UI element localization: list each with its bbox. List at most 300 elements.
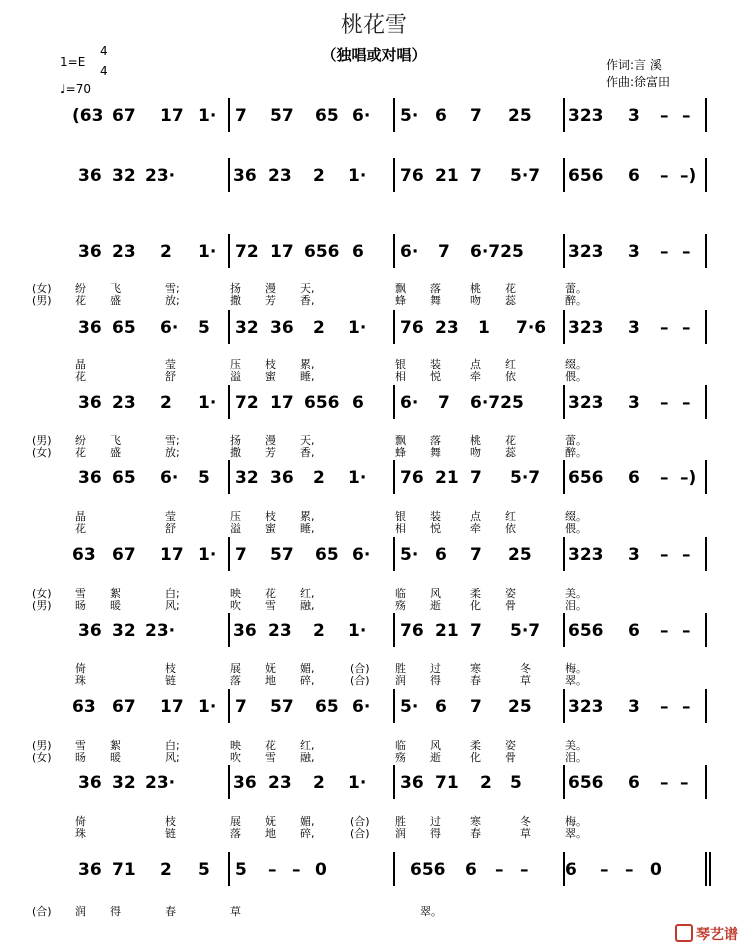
lyric-word: 溢 — [230, 522, 241, 535]
note-group: – — [660, 697, 669, 717]
note-group: 7 — [470, 106, 482, 126]
note-group: 6 — [352, 242, 364, 262]
lyric-word: 妩 — [265, 815, 276, 828]
note-group: 2 — [160, 860, 172, 880]
lyric-word: 蜂 — [395, 446, 406, 459]
note-group: – — [660, 468, 669, 488]
key-signature: 1=E — [60, 55, 86, 69]
note-group: – — [292, 860, 301, 880]
lyric-word: 倚 — [75, 662, 86, 675]
bar-line — [705, 460, 707, 494]
lyric-word: 舒 — [165, 522, 176, 535]
lyric-word: 扬 — [230, 282, 241, 295]
bar-line — [393, 460, 395, 494]
lyric-word: 润 — [395, 827, 406, 840]
bar-line — [393, 613, 395, 647]
bar-line — [393, 310, 395, 344]
note-group: 6· — [160, 468, 179, 488]
lyric-word: 累, — [300, 510, 315, 523]
lyric-word: 临 — [395, 739, 406, 752]
bar-line — [705, 234, 707, 268]
lyric-word: (合) — [350, 674, 370, 687]
note-group: 23 — [268, 621, 292, 641]
bar-line — [705, 158, 707, 192]
lyric-word: 蜂 — [395, 294, 406, 307]
note-group: 323 — [568, 318, 604, 338]
lyric-word: 飞 — [110, 434, 121, 447]
note-group: 323 — [568, 242, 604, 262]
note-group: 0 — [650, 860, 662, 880]
note-group: 17 — [270, 242, 294, 262]
note-group: 1 — [478, 318, 490, 338]
lyric-word: 春 — [165, 905, 176, 918]
lyric-word: 花 — [75, 294, 86, 307]
lyric-word: 舒 — [165, 370, 176, 383]
bar-line — [393, 385, 395, 419]
note-group: – — [660, 318, 669, 338]
notation-row — [0, 468, 748, 508]
lyric-word: 过 — [430, 815, 441, 828]
note-group: 2 — [480, 773, 492, 793]
lyric-word: 缀。 — [565, 510, 587, 523]
note-group: 3 — [628, 697, 640, 717]
lyric-word: 撒 — [230, 446, 241, 459]
note-group: 36 — [78, 166, 102, 186]
note-group: 76 — [400, 166, 424, 186]
voice-label: (女) — [32, 446, 52, 459]
lyric-word: 枝 — [165, 815, 176, 828]
lyric-line — [0, 292, 748, 306]
bar-line — [393, 689, 395, 723]
lyric-word: 花 — [505, 434, 516, 447]
lyric-word: 天, — [300, 282, 315, 295]
lyric-line — [0, 368, 748, 382]
note-group: 6 — [628, 166, 640, 186]
lyric-word: 过 — [430, 662, 441, 675]
note-group: 6· — [400, 242, 419, 262]
note-group: 6· — [160, 318, 179, 338]
lyric-word: 天, — [300, 434, 315, 447]
logo-text: 琴艺谱 — [696, 927, 738, 943]
lyric-word: 润 — [75, 905, 86, 918]
note-group: 323 — [568, 697, 604, 717]
lyric-word: 得 — [110, 905, 121, 918]
note-group: – — [600, 860, 609, 880]
note-group: 65 — [112, 468, 136, 488]
note-group: – — [682, 393, 691, 413]
lyric-word: 缀。 — [565, 358, 587, 371]
lyric-word: 逝 — [430, 751, 441, 764]
lyric-word: 美。 — [565, 739, 587, 752]
lyric-word: 风 — [430, 587, 441, 600]
lyric-word: 媚, — [300, 662, 315, 675]
note-group: – — [682, 697, 691, 717]
lyric-word: 红 — [505, 510, 516, 523]
note-group: 0 — [315, 860, 327, 880]
lyric-word: 醉。 — [565, 446, 587, 459]
note-group: 2 — [160, 242, 172, 262]
notation-row — [0, 545, 748, 585]
bar-line — [563, 613, 565, 647]
bar-line — [563, 765, 565, 799]
lyric-word: 殇 — [395, 751, 406, 764]
notation-row — [0, 860, 748, 900]
note-group: 656 — [304, 242, 340, 262]
note-group: 76 — [400, 318, 424, 338]
note-group: 6· — [352, 106, 371, 126]
notation-row — [0, 621, 748, 661]
note-group: 1· — [348, 773, 367, 793]
note-group: – — [625, 860, 634, 880]
lyric-word: 银 — [395, 510, 406, 523]
note-group: 5·7 — [510, 166, 541, 186]
bar-line — [228, 310, 230, 344]
note-group: 2 — [313, 773, 325, 793]
site-logo — [675, 924, 738, 944]
note-group: 2 — [160, 393, 172, 413]
lyric-word: 晶 — [75, 510, 86, 523]
note-group: – — [660, 393, 669, 413]
lyric-word: 碎, — [300, 827, 315, 840]
note-group: 6 — [435, 106, 447, 126]
note-group: 6 — [628, 621, 640, 641]
lyric-word: 暖 — [110, 599, 121, 612]
voice-label: (男) — [32, 294, 52, 307]
note-group: 5· — [400, 545, 419, 565]
note-group: 32 — [112, 621, 136, 641]
note-group: 7 — [235, 697, 247, 717]
lyric-word: 舞 — [430, 446, 441, 459]
lyric-word: 飞 — [110, 282, 121, 295]
lyric-word: 红, — [300, 739, 315, 752]
note-group: 1· — [198, 106, 217, 126]
lyric-word: 花 — [75, 370, 86, 383]
voice-label: (男) — [32, 434, 52, 447]
notation-row — [0, 166, 748, 206]
lyric-word: 吹 — [230, 599, 241, 612]
lyric-word: 地 — [265, 674, 276, 687]
note-group: 71 — [435, 773, 459, 793]
bar-line — [228, 158, 230, 192]
lyric-word: 蕾。 — [565, 434, 587, 447]
lyric-word: 吹 — [230, 751, 241, 764]
lyric-word: 红, — [300, 587, 315, 600]
note-group: 3 — [628, 545, 640, 565]
bar-line — [705, 689, 707, 723]
lyric-word: 寒 — [470, 662, 481, 675]
lyric-word: 风; — [165, 599, 180, 612]
lyric-word: 放; — [165, 446, 180, 459]
note-group: 3 — [628, 318, 640, 338]
note-group: 32 — [235, 468, 259, 488]
note-group: 1· — [348, 621, 367, 641]
lyric-word: 悦 — [430, 522, 441, 535]
bar-line — [705, 852, 707, 886]
bar-line — [563, 852, 565, 886]
lyric-line — [0, 520, 748, 534]
note-group: – — [680, 773, 689, 793]
bar-line — [228, 460, 230, 494]
note-group: 323 — [568, 106, 604, 126]
lyric-word: 润 — [395, 674, 406, 687]
lyric-word: 点 — [470, 358, 481, 371]
lyric-word: 白; — [165, 739, 180, 752]
note-group: 5 — [198, 318, 210, 338]
lyric-word: 压 — [230, 510, 241, 523]
note-group: 656 — [568, 621, 604, 641]
lyric-word: 殇 — [395, 599, 406, 612]
lyric-line — [0, 597, 748, 611]
lyric-word: 展 — [230, 662, 241, 675]
lyric-word: 碎, — [300, 674, 315, 687]
lyric-word: 漫 — [265, 282, 276, 295]
lyric-word: 落 — [430, 434, 441, 447]
lyric-word: 翠。 — [565, 827, 587, 840]
lyric-word: 珠 — [75, 827, 86, 840]
note-group: 32 — [235, 318, 259, 338]
bar-line — [393, 98, 395, 132]
lyric-word: 风; — [165, 751, 180, 764]
note-group: 5 — [510, 773, 522, 793]
lyric-word: 牵 — [470, 522, 481, 535]
lyric-word: 地 — [265, 827, 276, 840]
lyric-word: 盛 — [110, 446, 121, 459]
bar-line — [228, 537, 230, 571]
lyric-word: 融, — [300, 599, 315, 612]
note-group: 1· — [198, 697, 217, 717]
bar-line — [563, 537, 565, 571]
lyric-word: 姿 — [505, 739, 516, 752]
note-group: 23· — [145, 621, 176, 641]
note-group: – — [660, 621, 669, 641]
note-group: 23 — [112, 242, 136, 262]
note-group: 23 — [112, 393, 136, 413]
lyric-line — [0, 672, 748, 686]
lyric-word: 牵 — [470, 370, 481, 383]
lyric-word: 化 — [470, 599, 481, 612]
note-group: 21 — [435, 468, 459, 488]
bar-line — [705, 310, 707, 344]
lyric-word: 雪 — [75, 587, 86, 600]
bar-line — [563, 234, 565, 268]
bar-line — [563, 158, 565, 192]
note-group: 76 — [400, 621, 424, 641]
voice-label: (女) — [32, 751, 52, 764]
lyric-word: 落 — [230, 674, 241, 687]
lyric-word: 吻 — [470, 446, 481, 459]
lyric-word: 点 — [470, 510, 481, 523]
bar-line — [705, 613, 707, 647]
lyric-word: 白; — [165, 587, 180, 600]
lyric-word: 雪 — [75, 739, 86, 752]
note-group: – — [660, 545, 669, 565]
lyric-word: 映 — [230, 739, 241, 752]
lyric-word: 枝 — [265, 358, 276, 371]
note-group: – — [660, 242, 669, 262]
lyric-word: 雪; — [165, 434, 180, 447]
lyric-word: 妩 — [265, 662, 276, 675]
note-group: 23· — [145, 773, 176, 793]
lyric-word: 梅。 — [565, 815, 587, 828]
note-group: 2 — [313, 468, 325, 488]
note-group: 3 — [628, 242, 640, 262]
bar-line — [563, 385, 565, 419]
lyric-word: 倚 — [75, 815, 86, 828]
notation-row — [0, 393, 748, 433]
lyric-word: 春 — [470, 674, 481, 687]
lyric-word: 美。 — [565, 587, 587, 600]
note-group: 7 — [470, 166, 482, 186]
lyric-word: 蜜 — [265, 370, 276, 383]
lyric-word: 桃 — [470, 434, 481, 447]
note-group: 65 — [315, 106, 339, 126]
note-group: 1· — [348, 166, 367, 186]
lyric-word: 蕊 — [505, 294, 516, 307]
lyric-word: 落 — [230, 827, 241, 840]
note-group: 6 — [435, 697, 447, 717]
note-group: 23 — [268, 773, 292, 793]
note-group: 63 — [72, 697, 96, 717]
bar-line — [705, 537, 707, 571]
lyric-word: 翠。 — [420, 905, 442, 918]
note-group: 21 — [435, 166, 459, 186]
note-group: 57 — [270, 106, 294, 126]
bar-line — [393, 158, 395, 192]
bar-line — [563, 689, 565, 723]
lyric-word: 姿 — [505, 587, 516, 600]
note-group: – — [660, 773, 669, 793]
note-group: 656 — [304, 393, 340, 413]
note-group: 656 — [410, 860, 446, 880]
note-group: 6· — [352, 545, 371, 565]
lyric-word: 芳 — [265, 294, 276, 307]
notation-row — [0, 242, 748, 282]
note-group: 323 — [568, 393, 604, 413]
note-group: 65 — [112, 318, 136, 338]
bar-line — [705, 98, 707, 132]
note-group: 36 — [233, 166, 257, 186]
note-group: 17 — [160, 697, 184, 717]
lyric-word: 纷 — [75, 434, 86, 447]
note-group: 7 — [470, 697, 482, 717]
note-group: 6 — [465, 860, 477, 880]
lyric-word: 撒 — [230, 294, 241, 307]
bar-line — [705, 385, 707, 419]
note-group: 7 — [235, 106, 247, 126]
notation-row — [0, 773, 748, 813]
bar-line — [563, 460, 565, 494]
lyric-word: 风 — [430, 739, 441, 752]
note-group: – — [495, 860, 504, 880]
note-group: 71 — [112, 860, 136, 880]
note-group: 36 — [78, 773, 102, 793]
lyric-word: 旸 — [75, 599, 86, 612]
note-group: 323 — [568, 545, 604, 565]
lyric-word: 骨 — [505, 751, 516, 764]
lyric-word: 冬 — [520, 815, 531, 828]
lyric-word: 溢 — [230, 370, 241, 383]
note-group: 6· — [352, 697, 371, 717]
note-group: 5·7 — [510, 468, 541, 488]
note-group: – — [682, 621, 691, 641]
note-group: 7 — [470, 545, 482, 565]
lyric-word: 胜 — [395, 662, 406, 675]
lyric-word: (合) — [350, 662, 370, 675]
note-group: 656 — [568, 468, 604, 488]
lyric-word: 晶 — [75, 358, 86, 371]
note-group: 25 — [508, 697, 532, 717]
note-group: 5 — [198, 860, 210, 880]
note-group: 1· — [348, 468, 367, 488]
lyric-word: 逝 — [430, 599, 441, 612]
lyric-word: 映 — [230, 587, 241, 600]
lyric-word: 翠。 — [565, 674, 587, 687]
bar-line — [393, 765, 395, 799]
note-group: 7 — [235, 545, 247, 565]
note-group: 67 — [112, 697, 136, 717]
note-group: – — [660, 166, 669, 186]
lyric-word: 落 — [430, 282, 441, 295]
note-group: 2 — [313, 621, 325, 641]
note-group: – — [682, 318, 691, 338]
lyric-line — [0, 444, 748, 458]
bar-line — [563, 310, 565, 344]
lyric-word: (合) — [350, 827, 370, 840]
bar-line — [393, 234, 395, 268]
note-group: – — [682, 545, 691, 565]
lyric-word: 泪。 — [565, 751, 587, 764]
note-group: 7 — [438, 242, 450, 262]
bar-line — [228, 765, 230, 799]
note-group: 6 — [435, 545, 447, 565]
note-group: 72 — [235, 393, 259, 413]
lyric-word: 化 — [470, 751, 481, 764]
lyric-word: 草 — [230, 905, 241, 918]
logo-icon — [675, 924, 693, 942]
note-group: 67 — [112, 545, 136, 565]
note-group: (63 — [72, 106, 104, 126]
note-group: 656 — [568, 773, 604, 793]
lyric-word: 舞 — [430, 294, 441, 307]
note-group: 7·6 — [516, 318, 547, 338]
lyric-word: 飘 — [395, 282, 406, 295]
note-group: 65 — [315, 697, 339, 717]
lyric-line — [0, 749, 748, 763]
lyric-word: 莹 — [165, 510, 176, 523]
lyric-word: 雪 — [265, 751, 276, 764]
lyric-word: 累, — [300, 358, 315, 371]
lyric-word: 依 — [505, 370, 516, 383]
bar-line — [228, 852, 230, 886]
note-group: 3 — [628, 393, 640, 413]
lyric-word: 雪 — [265, 599, 276, 612]
lyric-word: 蕊 — [505, 446, 516, 459]
lyric-word: 珠 — [75, 674, 86, 687]
voice-label: (女) — [32, 587, 52, 600]
note-group: 36 — [270, 318, 294, 338]
note-group: 7 — [470, 468, 482, 488]
lyric-word: 展 — [230, 815, 241, 828]
notation-row — [0, 106, 748, 146]
lyric-word: 醉。 — [565, 294, 587, 307]
lyric-word: 蜜 — [265, 522, 276, 535]
voice-label: (男) — [32, 599, 52, 612]
lyric-word: 花 — [505, 282, 516, 295]
lyric-word: 装 — [430, 358, 441, 371]
lyric-word: 雪; — [165, 282, 180, 295]
note-group: 36 — [78, 860, 102, 880]
lyric-word: 扬 — [230, 434, 241, 447]
